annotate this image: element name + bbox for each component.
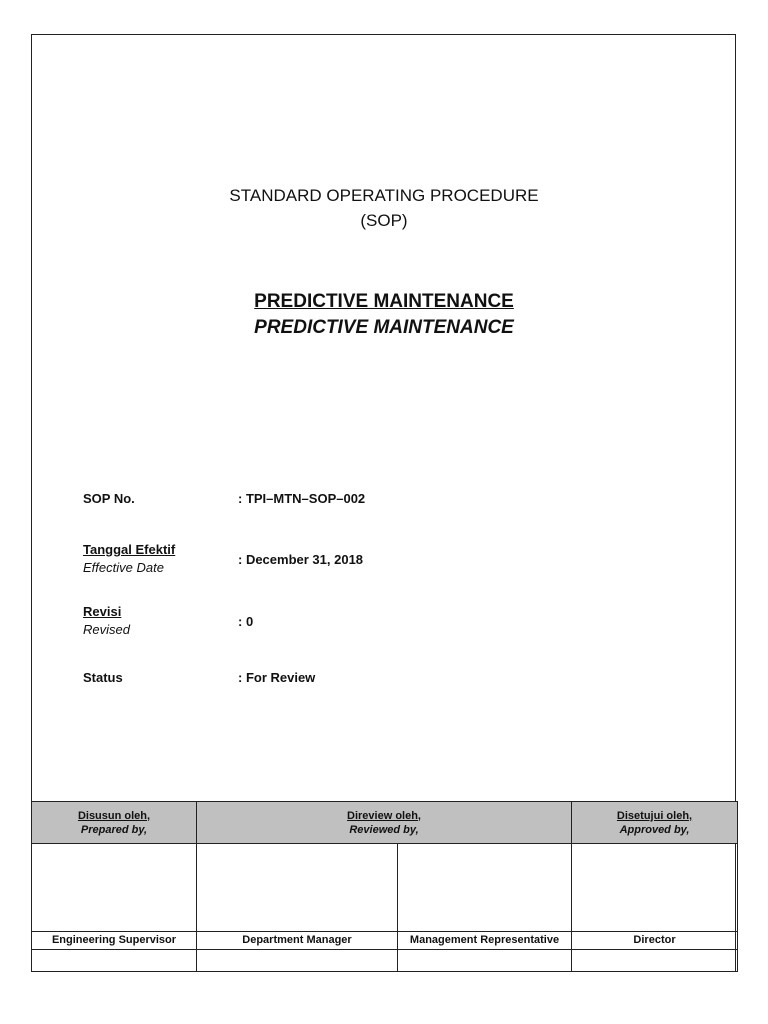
title-primary: PREDICTIVE MAINTENANCE bbox=[254, 291, 514, 312]
signature-box-prepared bbox=[32, 844, 197, 932]
effective-date-value: : December 31, 2018 bbox=[238, 552, 364, 567]
document-title bbox=[0, 289, 768, 315]
signature-box-reviewed-2 bbox=[398, 844, 572, 932]
effective-date-label: Tanggal Efektif Effective Date bbox=[83, 542, 176, 575]
reviewed-by-header: Direview oleh, Reviewed by, bbox=[197, 802, 572, 844]
sop-heading-line1: STANDARD OPERATING PROCEDURE bbox=[229, 186, 539, 205]
revision-value: : 0 bbox=[238, 614, 254, 629]
status-value: : For Review bbox=[238, 670, 316, 685]
role-department-manager: Department Manager bbox=[197, 931, 398, 949]
signature-box-approved bbox=[572, 844, 738, 932]
name-box-reviewed-2 bbox=[398, 949, 572, 971]
role-engineering-supervisor: Engineering Supervisor bbox=[32, 931, 197, 949]
role-management-representative: Management Representative bbox=[398, 931, 572, 949]
name-box-prepared bbox=[32, 949, 197, 971]
document-title-english bbox=[0, 315, 768, 341]
signature-box-reviewed-1 bbox=[197, 844, 398, 932]
name-box-approved bbox=[572, 949, 738, 971]
role-director: Director bbox=[572, 931, 738, 949]
prepared-by-header: Disusun oleh, Prepared by, bbox=[32, 802, 197, 844]
revision-label: Revisi Revised bbox=[83, 604, 130, 637]
approved-by-header: Disetujui oleh, Approved by, bbox=[572, 802, 738, 844]
sop-no-value: : TPI–MTN–SOP–002 bbox=[238, 491, 366, 506]
title-secondary: PREDICTIVE MAINTENANCE bbox=[254, 317, 514, 338]
status-label: Status bbox=[83, 670, 123, 685]
signature-table bbox=[31, 801, 738, 972]
sop-no-label: SOP No. bbox=[83, 491, 135, 506]
sop-heading-line2: (SOP) bbox=[360, 211, 408, 230]
name-box-reviewed-1 bbox=[197, 949, 398, 971]
